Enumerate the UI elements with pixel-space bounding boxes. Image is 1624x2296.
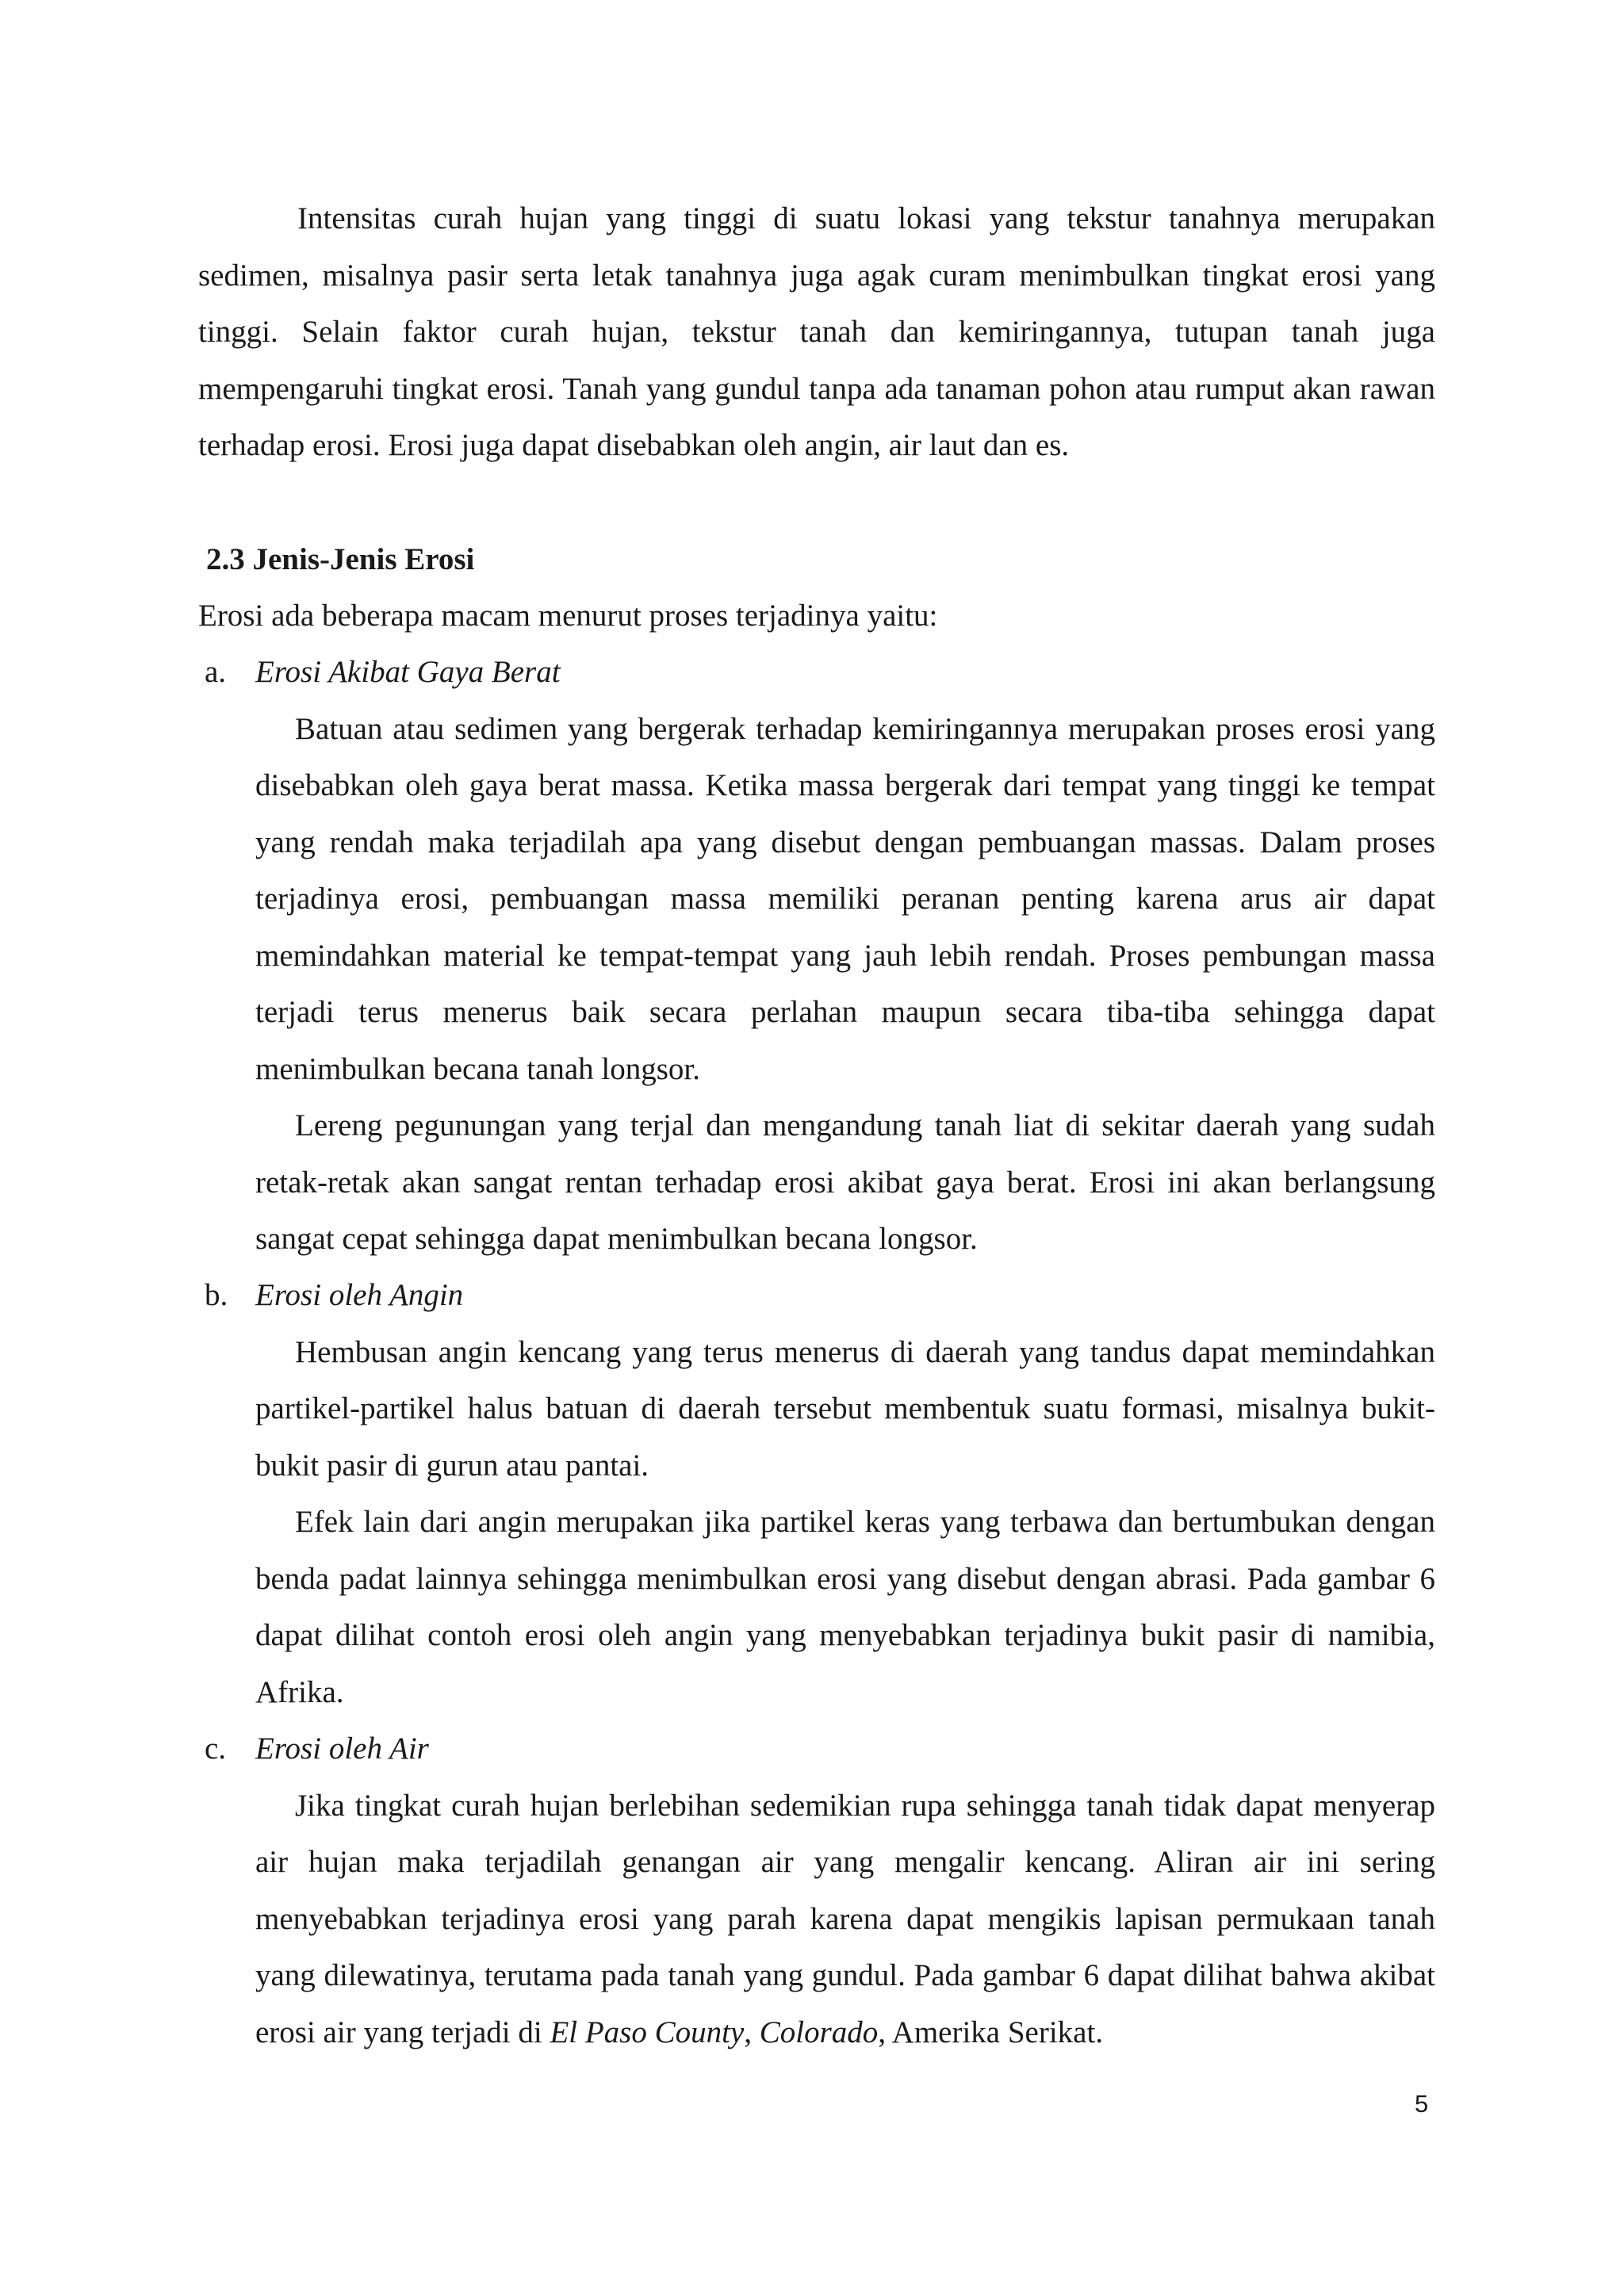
list-item-body — [255, 1324, 1435, 1721]
place-name: El Paso County — [550, 2015, 745, 2049]
paragraph-text: Jika tingkat curah hujan berlebihan sedemikian rupa sehingga tanah tidak dapat menyerap air hujan maka terjadilah genangan air yang mengalir kencang. Aliran air ini sering menyebabkan terjadinya erosi yang parah karena dapat mengikis lapisan permukaan tanah yang dilewatinya, terutama pada tanah yang gundul. Pada gambar 6 dapat dilihat bahwa akibat erosi air yang terjadi di — [255, 1788, 1435, 2049]
list-item-heading — [205, 1267, 1435, 1324]
paragraph: Efek lain dari angin merupakan jika partikel keras yang terbawa dan bertumbukan dengan benda padat lainnya sehingga menimbulkan erosi yang disebut dengan abrasi. Pada gambar 6 dapat dilihat contoh erosi oleh angin yang menyebabkan terjadinya bukit pasir di namibia, Afrika. — [255, 1505, 1435, 1709]
list-item-heading — [205, 644, 1435, 701]
paragraph — [255, 1777, 1435, 2061]
list-item-title: Erosi oleh Angin — [255, 1278, 464, 1312]
section-lead: Erosi ada beberapa macam menurut proses terjadinya yaitu: — [198, 599, 938, 633]
paragraph-text: , Amerika Serikat. — [878, 2015, 1104, 2049]
list-item-a — [205, 644, 1435, 1268]
list-item-title: Erosi Akibat Gaya Berat — [255, 655, 561, 689]
list-item-b — [205, 1267, 1435, 1720]
paragraph: Lereng pegunungan yang terjal dan mengandung tanah liat di sekitar daerah yang sudah retak-retak akan sangat rentan terhadap erosi akibat gaya berat. Erosi ini akan berlangsung sangat cepat sehingga dapat menimbulkan becana longsor. — [255, 1108, 1435, 1256]
list-item-c — [205, 1720, 1435, 2061]
list-item-body — [255, 1777, 1435, 2061]
paragraph: Hembusan angin kencang yang terus menerus di daerah yang tandus dapat memindahkan partikel-partikel halus batuan di daerah tersebut membentuk suatu formasi, misalnya bukit-bukit pasir di gurun atau pantai. — [255, 1334, 1435, 1483]
list-item-letter: b. — [205, 1278, 228, 1312]
place-name: Colorado — [759, 2015, 879, 2049]
separator: , — [744, 2015, 760, 2049]
list-item-title: Erosi oleh Air — [255, 1732, 429, 1766]
page-number: 5 — [1415, 2090, 1429, 2118]
list-item-letter: a. — [205, 655, 227, 689]
list-item-letter: c. — [205, 1732, 227, 1766]
list-item-heading — [205, 1720, 1435, 1777]
intro-paragraph: Intensitas curah hujan yang tinggi di suatu lokasi yang tekstur tanahnya merupakan sedimen, misalnya pasir serta letak tanahnya juga agak curam menimbulkan tingkat erosi yang tinggi. Selain faktor curah hujan, tekstur tanah dan kemiringannya, tutupan tanah juga mempengaruhi tingkat erosi. Tanah yang gundul tanpa ada tanaman pohon atau rumput akan rawan terhadap erosi. Erosi juga dapat disebabkan oleh angin, air laut dan es. — [198, 201, 1435, 462]
list-item-body — [255, 701, 1435, 1268]
section-heading: 2.3 Jenis-Jenis Erosi — [206, 542, 475, 576]
paragraph: Batuan atau sedimen yang bergerak terhadap kemiringannya merupakan proses erosi yang disebabkan oleh gaya berat massa. Ketika massa bergerak dari tempat yang tinggi ke tempat yang rendah maka terjadilah apa yang disebut dengan pembuangan massas. Dalam proses terjadinya erosi, pembuangan massa memiliki peranan penting karena arus air dapat memindahkan material ke tempat-tempat yang jauh lebih rendah. Proses pembungan massa terjadi terus menerus baik secara perlahan maupun secara tiba-tiba sehingga dapat menimbulkan becana tanah longsor. — [255, 711, 1435, 1086]
